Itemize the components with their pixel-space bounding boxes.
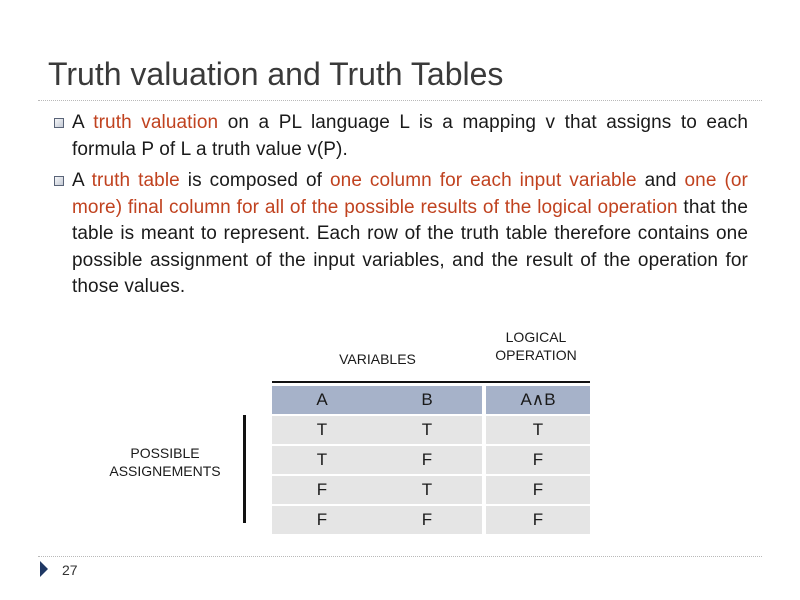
slide-title: Truth valuation and Truth Tables [48,56,504,92]
highlighted-term: truth valuation [93,112,219,133]
table-row [272,506,590,534]
truth-table-header-row [272,386,590,414]
table-cell: T [486,416,590,444]
table-row [272,446,590,474]
table-cell: F [372,506,482,534]
footer-divider [38,556,762,557]
page-number: 27 [62,562,78,578]
table-cell: T [372,476,482,504]
table-cell: T [372,416,482,444]
table-cell: F [272,476,372,504]
bullet-item [48,168,748,301]
header-cell-a: A [272,386,372,414]
table-cell: F [486,506,590,534]
text-segment: is composed of [179,170,330,191]
truth-table [272,384,590,536]
table-cell: F [372,446,482,474]
table-row [272,416,590,444]
text-segment: A [72,170,92,191]
square-bullet-icon [54,118,64,128]
highlighted-term: truth table [91,170,180,191]
bullet-item [48,110,748,163]
highlighted-term: one column for each input variable [330,170,637,191]
assignments-bracket [243,415,246,523]
title-divider [38,100,762,101]
table-row [272,476,590,504]
header-cell-b: B [372,386,482,414]
highlighted-term: one (or more) final column for all of the possible results of the logical operation [72,170,748,218]
logical-operation-label [480,328,592,364]
table-cell: F [486,476,590,504]
possible-assignments-label [90,444,240,480]
table-cell: T [272,446,372,474]
header-cell-a-and-b: A∧B [486,386,590,414]
logical-label-line: LOGICAL [505,329,567,345]
variables-bracket [272,381,590,383]
possible-label-line: POSSIBLE [130,445,200,461]
bullet-text [72,168,748,301]
bullet-list [48,110,748,306]
triangle-marker-icon [40,561,48,577]
variables-label: VARIABLES [339,351,416,367]
text-segment: that the table is meant to represent. Each row of the truth table therefore contains one possible assignment of the input variables, and the result of the operation for those values. [72,196,749,297]
possible-label-line: ASSIGNEMENTS [109,463,221,479]
square-bullet-icon [54,176,64,186]
text-segment: and [636,170,685,191]
text-segment: A [72,112,94,133]
table-cell: T [272,416,372,444]
text-segment: on a PL language L is a mapping v that assigns to each formula P of L a truth value v(P). [72,112,749,160]
logical-label-line: OPERATION [495,347,577,363]
bullet-text [72,110,748,163]
table-cell: F [272,506,372,534]
table-cell: F [486,446,590,474]
